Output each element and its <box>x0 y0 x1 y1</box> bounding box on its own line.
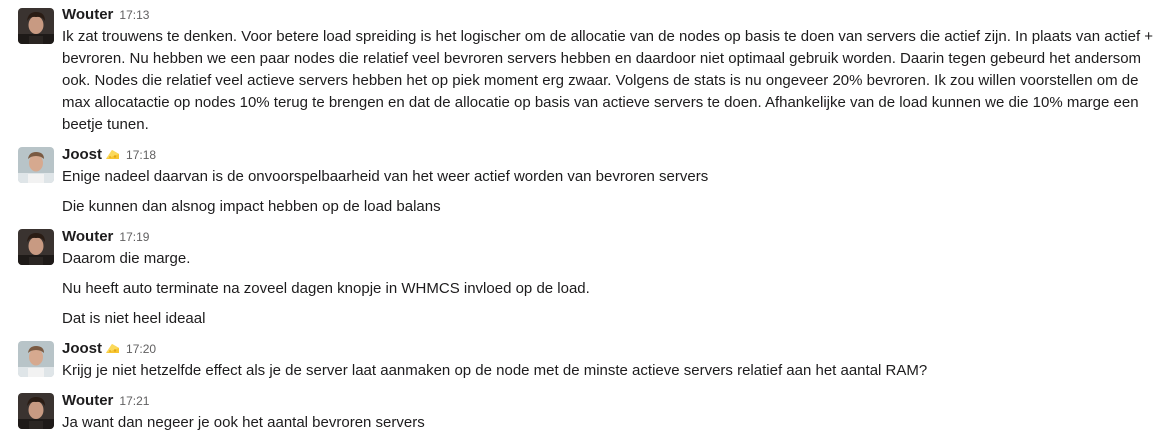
message-text: Ja want dan negeer je ook het aantal bevroren servers <box>62 414 425 431</box>
timestamp[interactable]: 17:13 <box>119 8 150 22</box>
message-text: Die kunnen dan alsnog impact hebben op de load balans <box>62 198 441 215</box>
joost-avatar-icon <box>18 341 54 377</box>
wouter-avatar-icon <box>18 393 54 429</box>
message-text: Daarom die marge. <box>62 250 191 267</box>
wouter-avatar-icon <box>18 229 54 265</box>
cheese-emoji-icon[interactable] <box>105 148 120 166</box>
avatar[interactable] <box>18 147 54 183</box>
author-name[interactable]: Joost <box>62 146 103 163</box>
cheese-emoji-icon[interactable] <box>105 342 120 360</box>
timestamp[interactable]: 17:18 <box>126 148 157 162</box>
timestamp[interactable]: 17:21 <box>119 394 150 408</box>
author-name[interactable]: Wouter <box>62 6 114 23</box>
wouter-avatar-icon <box>18 8 54 44</box>
timestamp[interactable]: 17:19 <box>119 230 150 244</box>
message-text: Nu heeft auto terminate na zoveel dagen knopje in WHMCS invloed op de load. <box>62 280 590 297</box>
joost-avatar-icon <box>18 147 54 183</box>
message-text: Dat is niet heel ideaal <box>62 310 206 327</box>
avatar[interactable] <box>18 229 54 265</box>
message-text: Enige nadeel daarvan is de onvoorspelbaarheid van het weer actief worden van bevroren servers <box>62 168 709 185</box>
avatar[interactable] <box>18 393 54 429</box>
author-name[interactable]: Joost <box>62 340 103 357</box>
message-text: Krijg je niet hetzelfde effect als je de server laat aanmaken op de node met de minste actieve servers relatief aan het aantal RAM? <box>62 362 928 379</box>
message-text: Ik zat trouwens te denken. Voor betere load spreiding is het logischer om de allocatie van de nodes op basis te doen van servers die actief zijn. In plaats van actief + bevroren. Nu hebben we een paar nodes die relatief veel bevroren servers hebben en daardoor niet optimaal gebruik worden. Daarin tegen gebeurd het andersom ook. Nodes die relatief veel actieve servers hebben het op piek moment erg zwaar. Volgens de stats is nu ongeveer 20% bevroren. Ik zou willen voorstellen om de max allocatactie op nodes 10% terug te brengen en dat de allocatie op basis van actieve servers te doen. Afhankelijke van de load kunnen we die 10% marge een beetje tunen. <box>62 28 1154 133</box>
author-name[interactable]: Wouter <box>62 392 114 409</box>
author-name[interactable]: Wouter <box>62 228 114 245</box>
avatar[interactable] <box>18 341 54 377</box>
avatar[interactable] <box>18 8 54 44</box>
timestamp[interactable]: 17:20 <box>126 342 157 356</box>
